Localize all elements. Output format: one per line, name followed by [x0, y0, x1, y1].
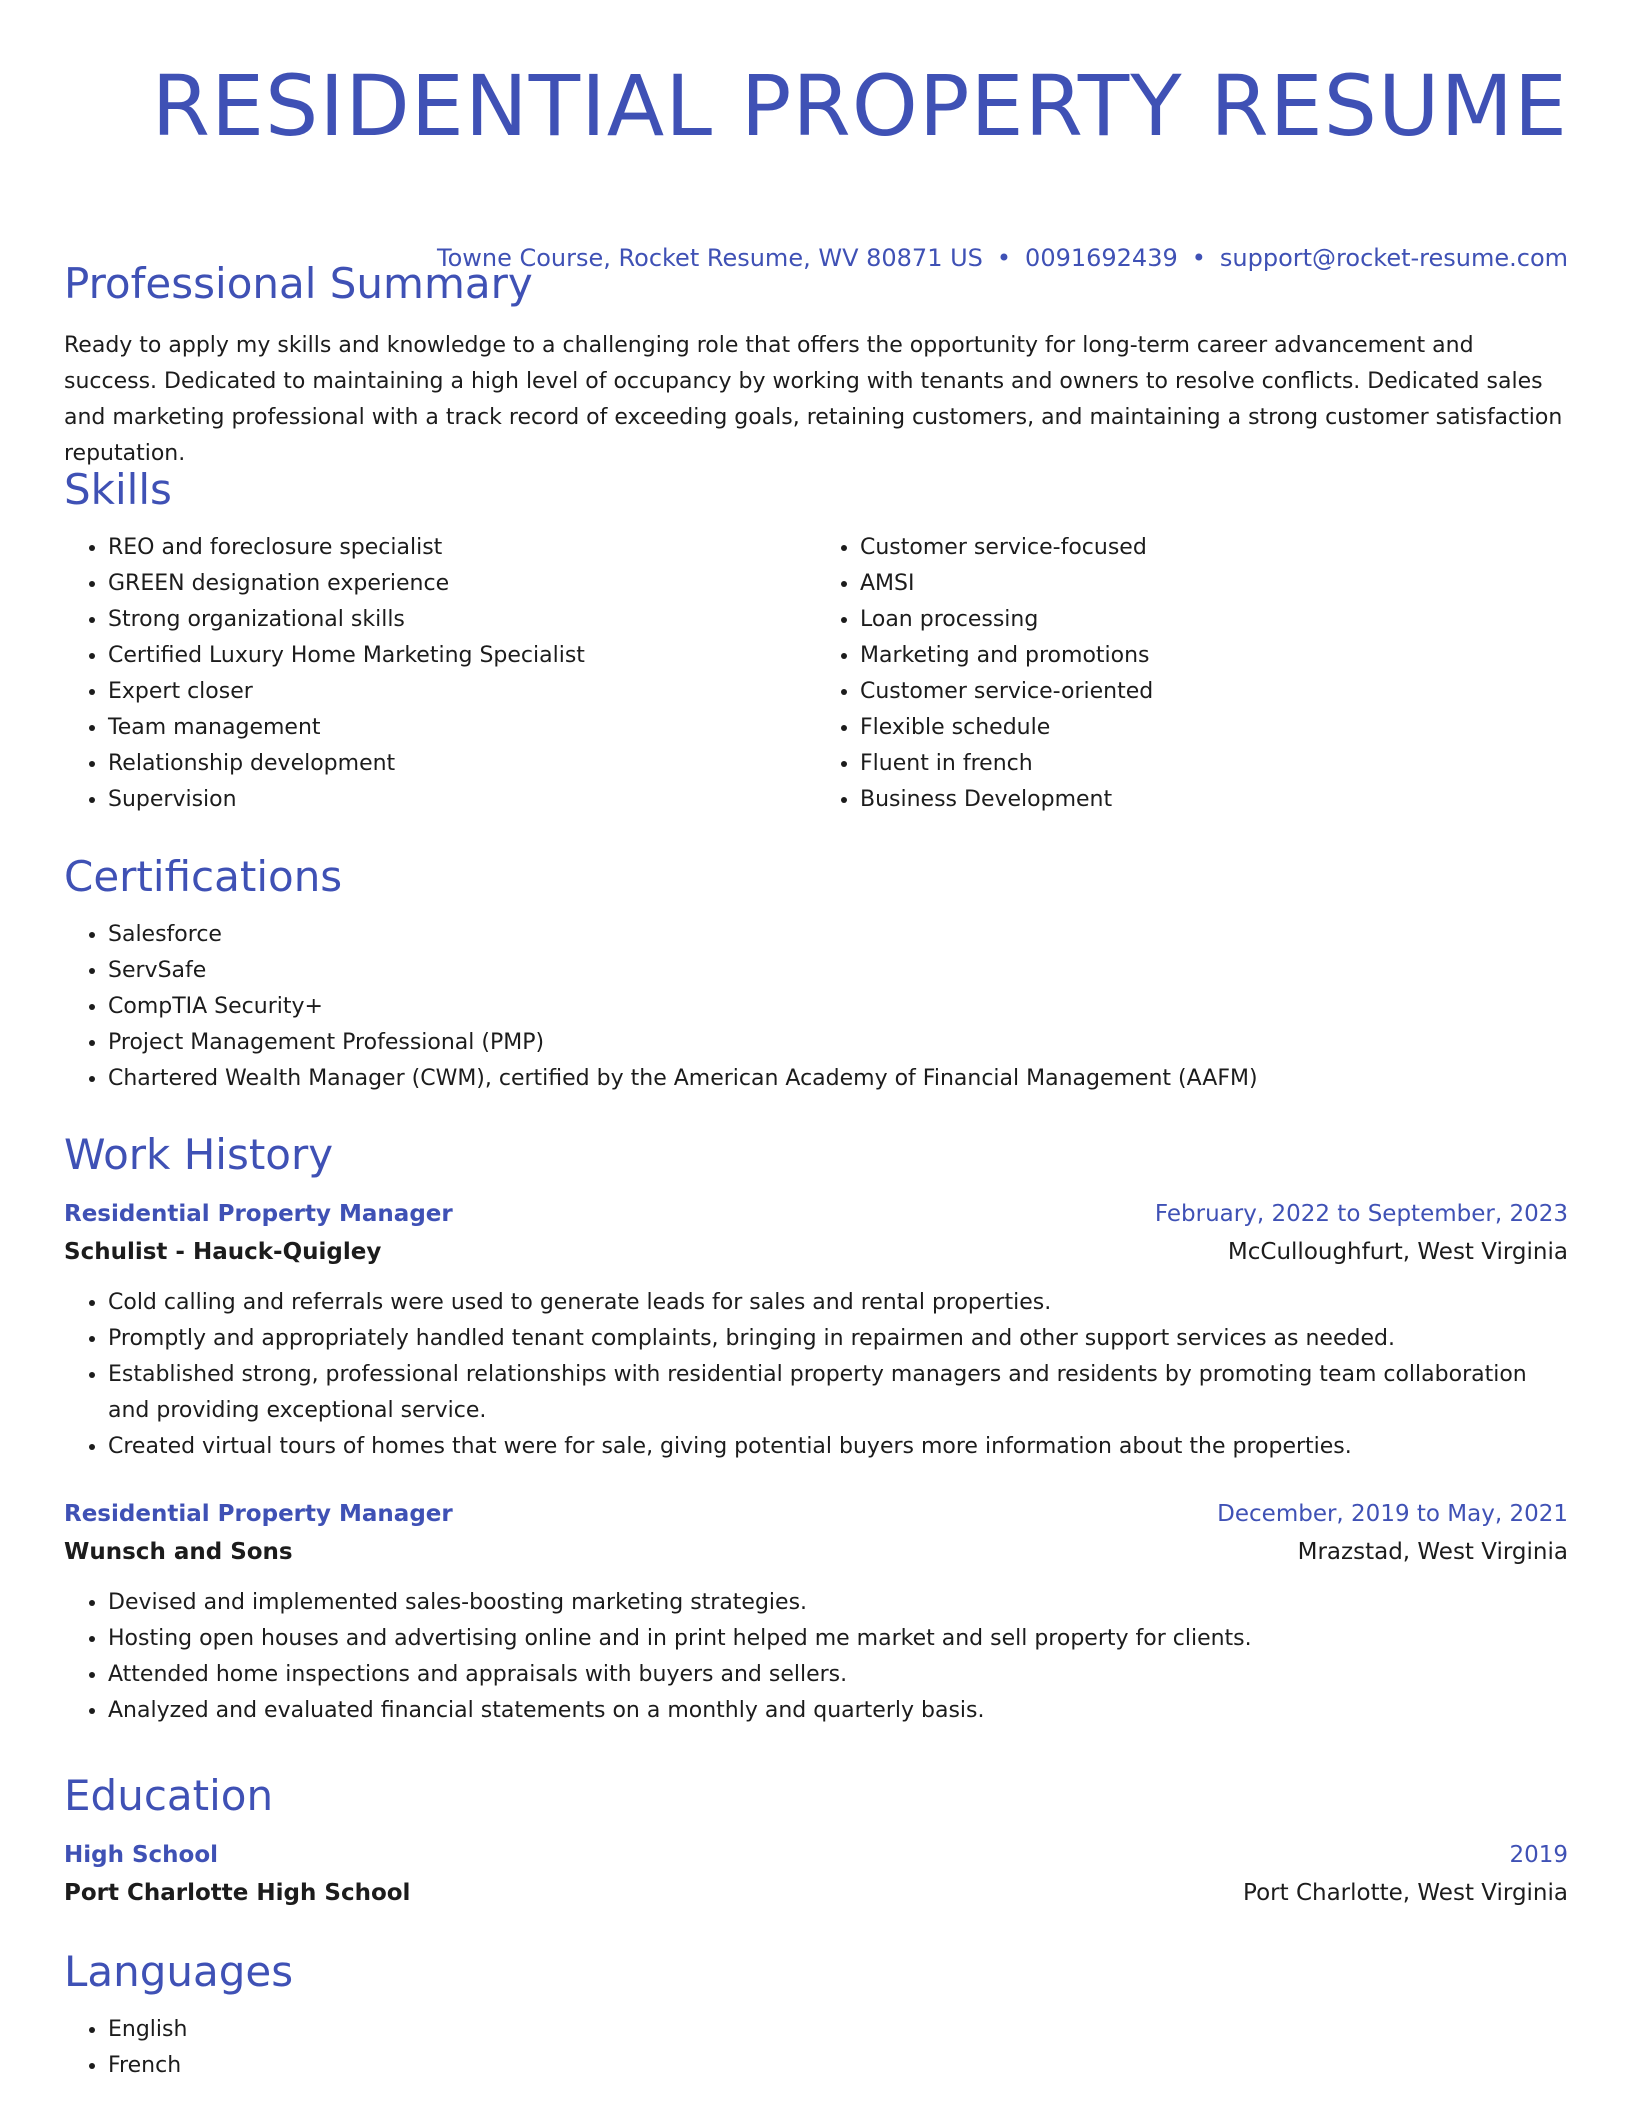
job-subheader [64, 1233, 1568, 1271]
job-entry [64, 1495, 1568, 1729]
work-section [64, 1129, 1568, 1729]
job-bullets [64, 1285, 1568, 1465]
job-dates: February, 2022 to September, 2023 [1154, 1201, 1568, 1227]
employer-name: Schulist - Hauck-Quigley [64, 1239, 382, 1265]
list-item: • Strong organizational skills [108, 602, 816, 638]
section-title-certifications: Certifications [64, 852, 343, 901]
list-item: • ServSafe [108, 953, 1568, 989]
list-item: • CompTIA Security+ [108, 989, 1568, 1025]
list-item: • Attended home inspections and appraisals with buyers and sellers. [108, 1657, 1568, 1693]
resume-title: RESIDENTIAL PROPERTY RESUME [151, 57, 1568, 155]
section-title-education: Education [64, 1771, 274, 1820]
list-item: • Expert closer [108, 674, 816, 710]
list-item: • AMSI [860, 566, 1568, 602]
list-item: • Relationship development [108, 746, 816, 782]
section-title-summary: Professional Summary [64, 259, 533, 308]
list-item: • GREEN designation experience [108, 566, 816, 602]
address-text: Towne Course, Rocket Resume, WV 80871 US [436, 244, 983, 272]
languages-section [64, 1946, 1568, 2084]
list-item: • Flexible schedule [860, 710, 1568, 746]
skills-columns [64, 516, 1568, 818]
education-section [64, 1770, 1568, 1912]
list-item: • Fluent in french [860, 746, 1568, 782]
skills-list-left [64, 530, 816, 818]
separator-dot: • [1191, 244, 1206, 272]
list-item: • Devised and implemented sales-boosting marketing strategies. [108, 1585, 1568, 1621]
list-item: • Cold calling and referrals were used to generate leads for sales and rental properties. [108, 1285, 1568, 1321]
summary-text: Ready to apply my skills and knowledge to a challenging role that offers the opportunity for long-term career advancement and success. Dedicated to maintaining a high level of occupancy by working with tenants and owners to resolve conflicts. Dedicated sales and marketing professional with a track record of exceeding goals, retaining customers, and maintaining a strong customer satisfaction reputation. [64, 333, 1563, 466]
list-item: • Chartered Wealth Manager (CWM), certified by the American Academy of Financial Management (AAFM) [108, 1061, 1568, 1097]
employer-name: Wunsch and Sons [64, 1539, 293, 1565]
job-header [64, 1495, 1568, 1533]
list-item: • Loan processing [860, 602, 1568, 638]
separator-dot: • [996, 244, 1012, 272]
certifications-list [64, 917, 1568, 1097]
job-bullets [64, 1585, 1568, 1729]
graduation-year: 2019 [1509, 1842, 1568, 1868]
education-header [64, 1836, 1568, 1874]
job-location: Mrazstad, West Virginia [1297, 1539, 1568, 1565]
phone-text: 0091692439 [1025, 244, 1178, 272]
job-subheader [64, 1533, 1568, 1571]
list-item: • Business Development [860, 782, 1568, 818]
list-item: • Established strong, professional relationships with residential property managers and residents by promoting team collaboration and providing exceptional service. [108, 1357, 1568, 1429]
school-location: Port Charlotte, West Virginia [1243, 1880, 1568, 1906]
list-item: • Analyzed and evaluated financial statements on a monthly and quarterly basis. [108, 1693, 1568, 1729]
list-item: • Promptly and appropriately handled tenant complaints, bringing in repairmen and other support services as needed. [108, 1321, 1568, 1357]
list-item: • REO and foreclosure specialist [108, 530, 816, 566]
list-item: • French [108, 2048, 1568, 2084]
list-item: • Created virtual tours of homes that were for sale, giving potential buyers more information about the properties. [108, 1429, 1568, 1465]
job-location: McCulloughfurt, West Virginia [1227, 1239, 1568, 1265]
list-item: • Customer service-focused [860, 530, 1568, 566]
list-item: • Hosting open houses and advertising online and in print helped me market and sell property for clients. [108, 1621, 1568, 1657]
summary-section [64, 258, 1568, 472]
section-title-languages: Languages [64, 1947, 294, 1996]
list-item: • Certified Luxury Home Marketing Specialist [108, 638, 816, 674]
email-link[interactable]: support@rocket-resume.com [1219, 244, 1568, 272]
job-header [64, 1195, 1568, 1233]
section-title-skills: Skills [64, 465, 172, 514]
languages-list [64, 2012, 1568, 2084]
list-item: • English [108, 2012, 1568, 2048]
list-item: • Salesforce [108, 917, 1568, 953]
skills-section [64, 464, 1568, 818]
list-item: • Customer service-oriented [860, 674, 1568, 710]
degree-name: High School [64, 1842, 219, 1868]
job-title: Residential Property Manager [64, 1201, 453, 1227]
job-dates: December, 2019 to May, 2021 [1217, 1501, 1568, 1527]
list-item: • Supervision [108, 782, 816, 818]
list-item: • Marketing and promotions [860, 638, 1568, 674]
job-entry [64, 1195, 1568, 1465]
skills-list-right [816, 530, 1568, 818]
section-title-work: Work History [64, 1130, 334, 1179]
list-item: • Project Management Professional (PMP) [108, 1025, 1568, 1061]
school-name: Port Charlotte High School [64, 1880, 411, 1906]
job-title: Residential Property Manager [64, 1501, 453, 1527]
education-subheader [64, 1874, 1568, 1912]
certifications-section [64, 851, 1568, 1097]
list-item: • Team management [108, 710, 816, 746]
